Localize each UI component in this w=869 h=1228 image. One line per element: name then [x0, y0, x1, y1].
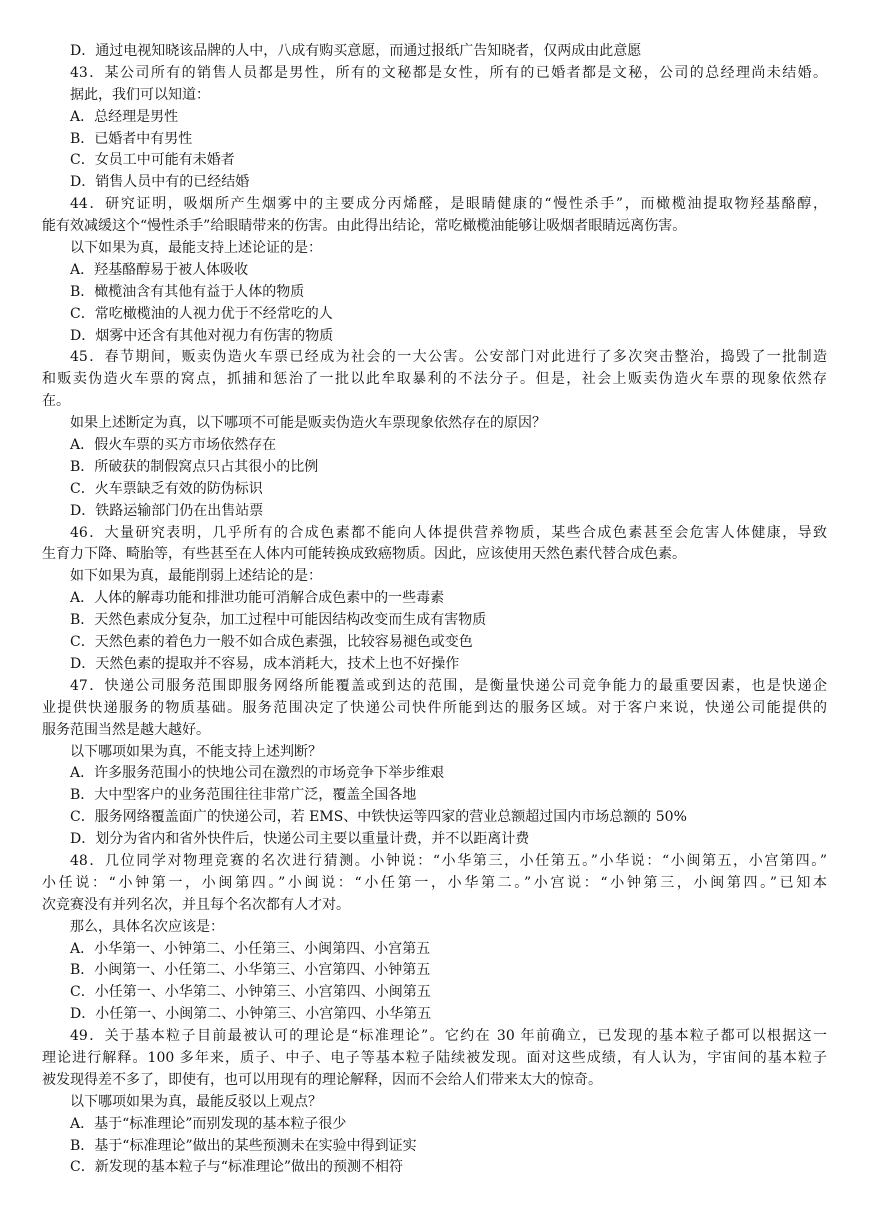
text-line: B．橄榄油含有其他有益于人体的物质 [70, 283, 305, 300]
text-line: D．小任第一、小闽第二、小钟第三、小宫第四、小华第五 [70, 1006, 432, 1023]
question-stem-line: 45．春节期间，贩卖伪造火车票已经成为社会的一大公害。公安部门对此进行了多次突击整治，捣毁了一批制造 [70, 349, 827, 366]
question-stem-continuation: 小任说：“小钟第一，小闽第四。”小闽说：“小任第一，小华第二。”小宫说：“小钟第三，小闽第四。”已知本 [42, 874, 827, 891]
question-stem-line: 46．大量研究表明，几乎所有的合成色素都不能向人体提供营养物质，某些合成色素甚至会危害人体健康，导致 [70, 524, 827, 541]
text-line: 如下如果为真，最能削弱上述结论的是： [70, 568, 322, 585]
text-line: 那么，具体名次应该是： [70, 918, 224, 935]
text-line: B．基于“标准理论”做出的某些预测未在实验中得到证实 [70, 1137, 417, 1154]
question-stem-line: 49．关于基本粒子目前最被认可的理论是“标准理论”。它约在 30 年前确立，已发现的基本粒子都可以根据这一 [70, 1028, 827, 1045]
question-stem-continuation: 能有效减缓这个“慢性杀手”给眼睛带来的伤害。由此得出结论，常吃橄榄油能够让吸烟者眼睛远离伤害。 [42, 218, 687, 235]
text-line: 据此，我们可以知道： [70, 86, 210, 103]
text-line: A．许多服务范围小的快地公司在激烈的市场竞争下举步维艰 [70, 765, 445, 782]
text-line: C．小任第一、小华第二、小钟第三、小宫第四、小闽第五 [70, 984, 431, 1001]
text-line: A．基于“标准理论”而别发现的基本粒子很少 [70, 1115, 347, 1132]
text-line: C．新发现的基本粒子与“标准理论”做出的预测不相符 [70, 1159, 404, 1176]
text-line: A．假火车票的买方市场依然存在 [70, 437, 277, 454]
text-line: 以下哪项如果为真，最能反驳以上观点？ [70, 1093, 322, 1110]
text-line: C．天然色素的着色力一般不如合成色素强，比较容易褪色或变色 [70, 634, 473, 651]
text-line: D．烟雾中还含有其他对视力有伤害的物质 [70, 327, 334, 344]
text-line: D．铁路运输部门仍在出售站票 [70, 502, 264, 519]
question-stem-line: 44．研究证明，吸烟所产生烟雾中的主要成分丙烯醛，是眼睛健康的“慢性杀手”，而橄榄油提取物羟基酪醇， [70, 196, 827, 213]
text-line: A．人体的解毒功能和排泄功能可消解合成色素中的一些毒素 [70, 590, 445, 607]
text-line: 以下如果为真，最能支持上述论证的是： [70, 240, 322, 257]
text-line: 以下哪项如果为真，不能支持上述判断？ [70, 743, 322, 760]
text-line: C．女员工中可能有未婚者 [70, 152, 235, 169]
question-stem-continuation: 服务范围当然是越大越好。 [42, 721, 210, 738]
text-line: 如果上述断定为真，以下哪项不可能是贩卖伪造火车票现象依然存在的原因？ [70, 415, 546, 432]
question-stem-line: 47．快递公司服务范围即服务网络所能覆盖或到达的范围，是衡量快递公司竞争能力的最重要因素，也是快递企 [70, 677, 827, 694]
text-line: B．天然色素成分复杂，加工过程中可能因结构改变而生成有害物质 [70, 612, 487, 629]
text-line: B．已婚者中有男性 [70, 130, 193, 147]
text-line: D．通过电视知晓该品牌的人中，八成有购买意愿，而通过报纸广告知晓者，仅两成由此意愿 [70, 43, 642, 59]
text-line: A．小华第一、小钟第二、小任第三、小闽第四、小宫第五 [70, 940, 431, 957]
question-stem-continuation: 业提供快递服务的物质基础。服务范围决定了快递公司快件所能到达的服务区域。对于客户来说，快递公司能提供的 [42, 699, 827, 716]
question-stem-continuation: 被发现得差不多了，即使有，也可以用现有的理论解释，因而不会给人们带来太大的惊奇。 [42, 1071, 602, 1088]
text-line: A．羟基酪醇易于被人体吸收 [70, 261, 249, 278]
text-line: D．天然色素的提取并不容易，成本消耗大，技术上也不好操作 [70, 655, 460, 672]
question-stem-line: 48．几位同学对物理竞赛的名次进行猜测。小钟说：“小华第三，小任第五。”小华说：“小闽第五，小宫第四。” [70, 852, 827, 869]
question-stem-continuation: 和贩卖伪造火车票的窝点，抓捕和惩治了一批以此牟取暴利的不法分子。但是，社会上贩卖伪造火车票的现象依然存 [42, 371, 827, 388]
text-line: B．大中型客户的业务范围往往非常广泛，覆盖全国各地 [70, 787, 417, 804]
text-line: B．小闽第一、小任第二、小华第三、小宫第四、小钟第五 [70, 962, 431, 979]
text-line: D．销售人员中有的已经结婚 [70, 174, 250, 191]
question-stem-continuation: 次竞赛没有并列名次，并且每个名次都有人才对。 [42, 896, 350, 913]
text-line: C．火车票缺乏有效的防伪标识 [70, 480, 263, 497]
text-line: B．所破获的制假窝点只占其很小的比例 [70, 458, 319, 475]
question-stem-continuation: 生育力下降、畸胎等，有些甚至在人体内可能转换成致癌物质。因此，应该使用天然色素代替合成色素。 [42, 546, 686, 563]
text-line: C．常吃橄榄油的人视力优于不经常吃的人 [70, 305, 333, 322]
question-stem-continuation: 在。 [42, 393, 70, 410]
text-line: C．服务网络覆盖面广的快递公司，若 EMS、中铁快运等四家的营业总额超过国内市场总额的 50% [70, 809, 687, 826]
text-line: 43．某公司所有的销售人员都是男性，所有的文秘都是女性，所有的已婚者都是文秘，公司的总经理尚未结婚。 [70, 64, 827, 81]
text-line: D．划分为省内和省外快件后，快递公司主要以重量计费，并不以距离计费 [70, 831, 530, 848]
text-line: A．总经理是男性 [70, 108, 179, 125]
question-stem-continuation: 理论进行解释。100 多年来，质子、中子、电子等基本粒子陆续被发现。面对这些成绩，有人认为，宇宙间的基本粒子 [42, 1049, 827, 1066]
